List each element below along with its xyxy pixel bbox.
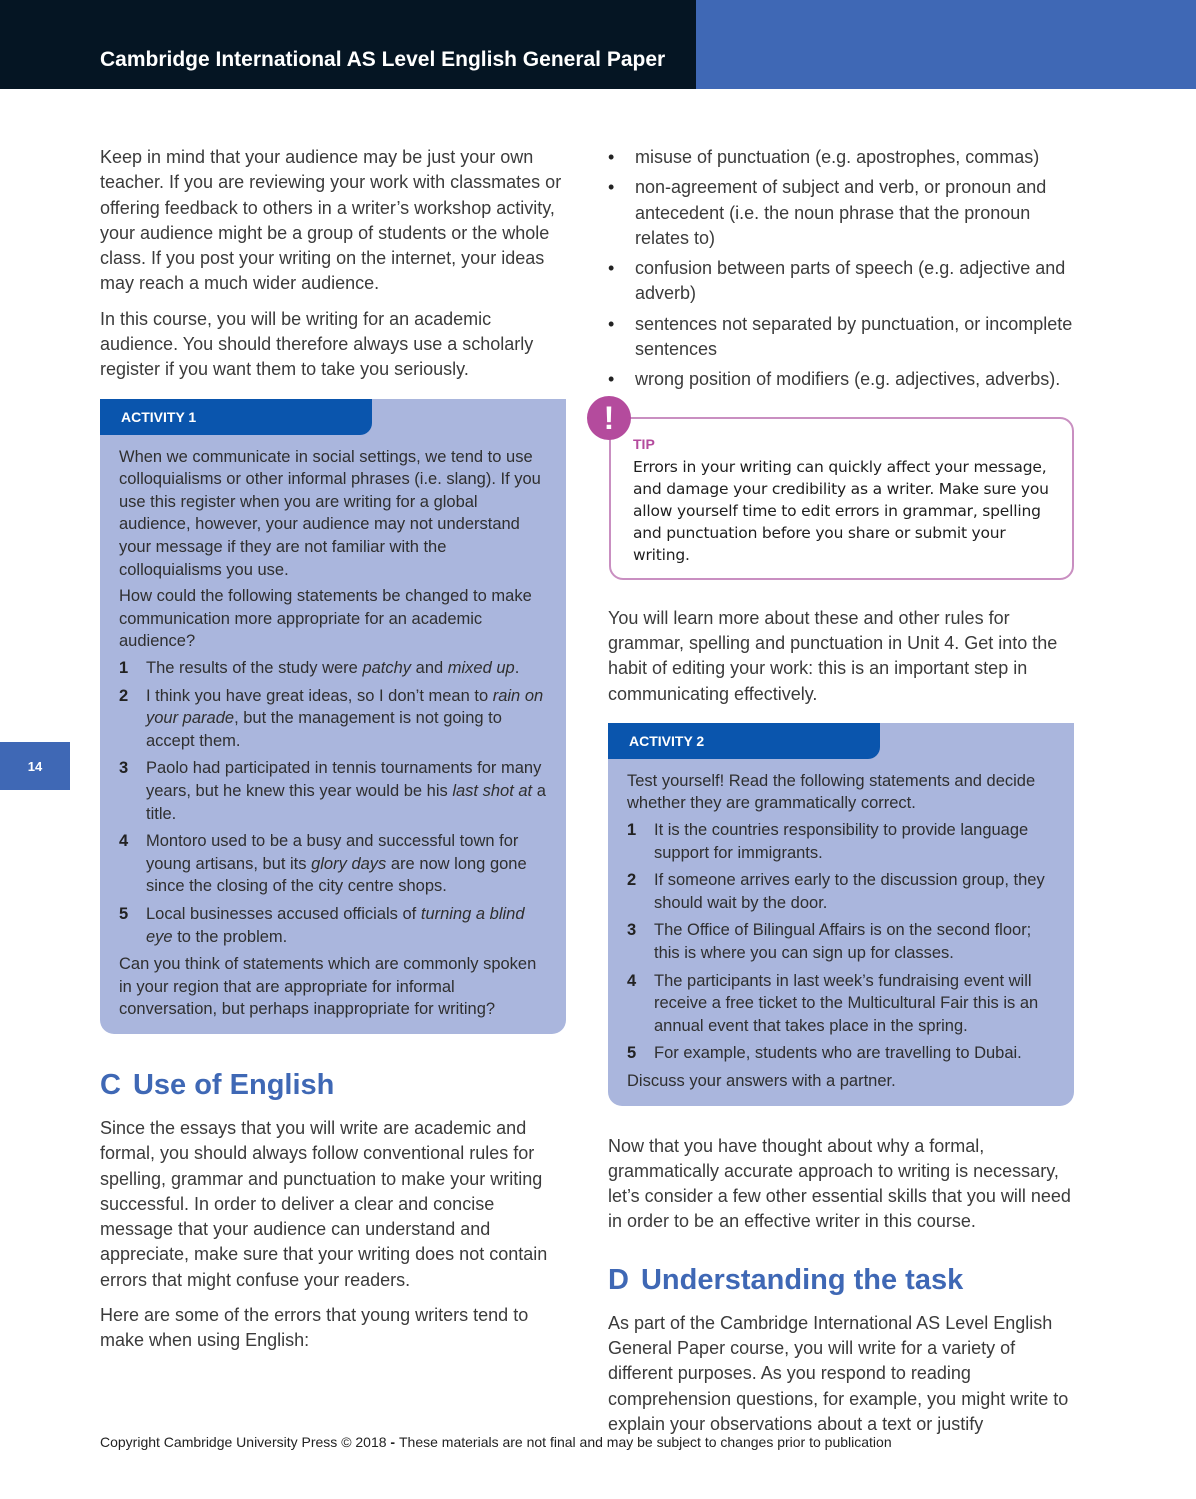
- list-item: [119, 657, 547, 680]
- list-item: • confusion between parts of speech (e.g. adjective and adverb): [608, 256, 1074, 307]
- list-item: • wrong position of modifiers (e.g. adjectives, adverbs).: [608, 367, 1074, 392]
- section-title: Understanding the task: [640, 1263, 964, 1296]
- item-number: 4: [119, 832, 129, 851]
- item-italic: rain on your parade: [146, 686, 544, 728]
- list-item: [119, 830, 547, 898]
- activity-1-box: [100, 399, 566, 1034]
- item-italic: last shot at: [452, 781, 533, 800]
- item-text: Montoro used to be a busy and successful town for young artisans, but its: [146, 832, 519, 873]
- tip-callout: [603, 399, 1074, 580]
- item-number: 2: [627, 871, 637, 890]
- footer-notice: These materials are not final and may be subject to changes prior to publication: [399, 1434, 892, 1450]
- item-text: , but the management is not going to accept them.: [146, 709, 502, 750]
- paragraph: Here are some of the errors that young writers tend to make when using English:: [100, 1305, 529, 1351]
- activity-2-label: ACTIVITY 2: [608, 723, 880, 759]
- tip-label: TIP: [633, 435, 655, 452]
- section-c-heading: [100, 1068, 566, 1102]
- list-item: [627, 919, 1055, 964]
- footer: [100, 1434, 892, 1450]
- footer-separator: -: [386, 1434, 399, 1450]
- item-text: The results of the study were: [146, 659, 363, 678]
- tip-text: Errors in your writing can quickly affect your message, and damage your credibility as a writer. Make sure you allow yourself time to edit errors in grammar, spelling and punctuation before you share or submit your writing.: [633, 457, 1049, 564]
- activity-intro: Test yourself! Read the following statements and decide whether they are grammatically correct.: [627, 771, 1036, 813]
- activity-outro: Can you think of statements which are commonly spoken in your region that are appropriate for informal conversation, but perhaps inappropriate for writing?: [119, 955, 537, 1019]
- list-item: [119, 685, 547, 753]
- section-letter: D: [608, 1263, 629, 1296]
- section-letter: C: [100, 1068, 121, 1101]
- page-number: 14: [27, 758, 43, 774]
- activity-intro: When we communicate in social settings, we tend to use colloquialisms or other informal phrases (i.e. slang). If you use this register when you are writing for a global audience, however, your audience may not understand your message if they are not familiar with the colloquialisms you use.: [119, 447, 541, 579]
- item-number: 4: [627, 971, 637, 990]
- item-italic: patchy: [362, 659, 412, 678]
- left-column: [100, 145, 566, 1364]
- header-bar: [0, 0, 696, 89]
- item-number: 3: [627, 921, 637, 940]
- activity-2-box: [608, 723, 1074, 1106]
- item-text: Local businesses accused officials of: [146, 904, 421, 923]
- item-text: and: [411, 659, 448, 678]
- activity-1-list: [119, 657, 547, 948]
- right-column: [603, 145, 1074, 1447]
- item-number: 5: [627, 1044, 637, 1063]
- book-title: Cambridge International AS Level English General Paper: [100, 48, 666, 71]
- section-d-heading: [608, 1263, 1074, 1297]
- paragraph: Now that you have thought about why a formal, grammatically accurate approach to writing is necessary, let’s consider a few other essential skills that you will need in order to be an effective writer in this course.: [608, 1135, 1071, 1232]
- paragraph: Keep in mind that your audience may be just your own teacher. If you are reviewing your work with classmates or offering feedback to others in a writer’s workshop activity, your audience might be a group of students or the whole class. If you post your writing on the internet, your ideas may reach a much wider audience.: [100, 147, 562, 294]
- item-text: I think you have great ideas, so I don’t mean to: [146, 686, 493, 705]
- item-text: For example, students who are travelling to Dubai.: [654, 1044, 1022, 1063]
- exclamation-icon: !: [587, 396, 631, 440]
- item-number: 5: [119, 904, 129, 923]
- error-bullet-list: [608, 145, 1074, 393]
- list-item: [627, 819, 1055, 864]
- item-number: 1: [119, 659, 129, 678]
- item-text: Paolo had participated in tennis tournaments for many years, but he knew this year would be his: [146, 759, 542, 800]
- activity-outro: Discuss your answers with a partner.: [627, 1071, 896, 1090]
- list-item: • misuse of punctuation (e.g. apostrophes, commas): [608, 145, 1074, 170]
- item-number: 1: [627, 821, 637, 840]
- paragraph: You will learn more about these and other rules for grammar, spelling and punctuation in Unit 4. Get into the habit of editing your work: this is an important step in communicating effectively.: [608, 607, 1058, 704]
- item-number: 2: [119, 686, 129, 705]
- item-number: 3: [119, 759, 129, 778]
- paragraph: Since the essays that you will write are academic and formal, you should always follow conventional rules for spelling, grammar and punctuation to make your writing successful. In order to deliver a clear and concise message that your audience can understand and appreciate, make sure that your writing does not contain errors that might confuse your readers.: [100, 1117, 548, 1290]
- item-text: a title.: [146, 781, 546, 823]
- item-italic: turning a blind eye: [146, 904, 525, 946]
- copyright-text: Copyright Cambridge University Press © 2018: [100, 1434, 387, 1450]
- list-item: [119, 757, 547, 825]
- item-text: It is the countries responsibility to provide language support for immigrants.: [654, 821, 1029, 862]
- activity-1-label: ACTIVITY 1: [100, 399, 372, 435]
- list-item: [627, 869, 1055, 914]
- list-item: • sentences not separated by punctuation, or incomplete sentences: [608, 312, 1074, 363]
- list-item: • non-agreement of subject and verb, or pronoun and antecedent (i.e. the noun phrase that the pronoun relates to): [608, 175, 1074, 251]
- paragraph: In this course, you will be writing for an academic audience. You should therefore always use a scholarly register if you want them to take you seriously.: [100, 308, 534, 380]
- activity-question: How could the following statements be changed to make communication more appropriate for an academic audience?: [119, 587, 532, 651]
- page-number-tab: [0, 742, 70, 790]
- list-item: [627, 970, 1055, 1038]
- section-title: Use of English: [132, 1068, 335, 1101]
- item-text: to the problem.: [172, 927, 288, 946]
- item-text: The Office of Bilingual Affairs is on the second floor; this is where you can sign up for classes.: [654, 921, 1032, 963]
- paragraph: As part of the Cambridge International AS Level English General Paper course, you will write for a variety of different purposes. As you respond to reading comprehension questions, for example, you might write to explain your observations about a text or justify: [608, 1312, 1069, 1434]
- item-text: .: [514, 659, 520, 678]
- list-item: [627, 1042, 1055, 1065]
- header-accent-block: [696, 0, 1196, 89]
- item-italic: mixed up: [447, 659, 515, 678]
- item-text: The participants in last week’s fundraising event will receive a free ticket to the Multicultural Fair this is an annual event that takes place in the spring.: [654, 971, 1039, 1035]
- item-text: If someone arrives early to the discussion group, they should wait by the door.: [654, 871, 1045, 912]
- tip-box: [609, 417, 1074, 580]
- item-text: are now long gone since the closing of the city centre shops.: [146, 854, 527, 896]
- activity-2-list: [627, 819, 1055, 1065]
- list-item: [119, 903, 547, 948]
- item-italic: glory days: [311, 854, 387, 873]
